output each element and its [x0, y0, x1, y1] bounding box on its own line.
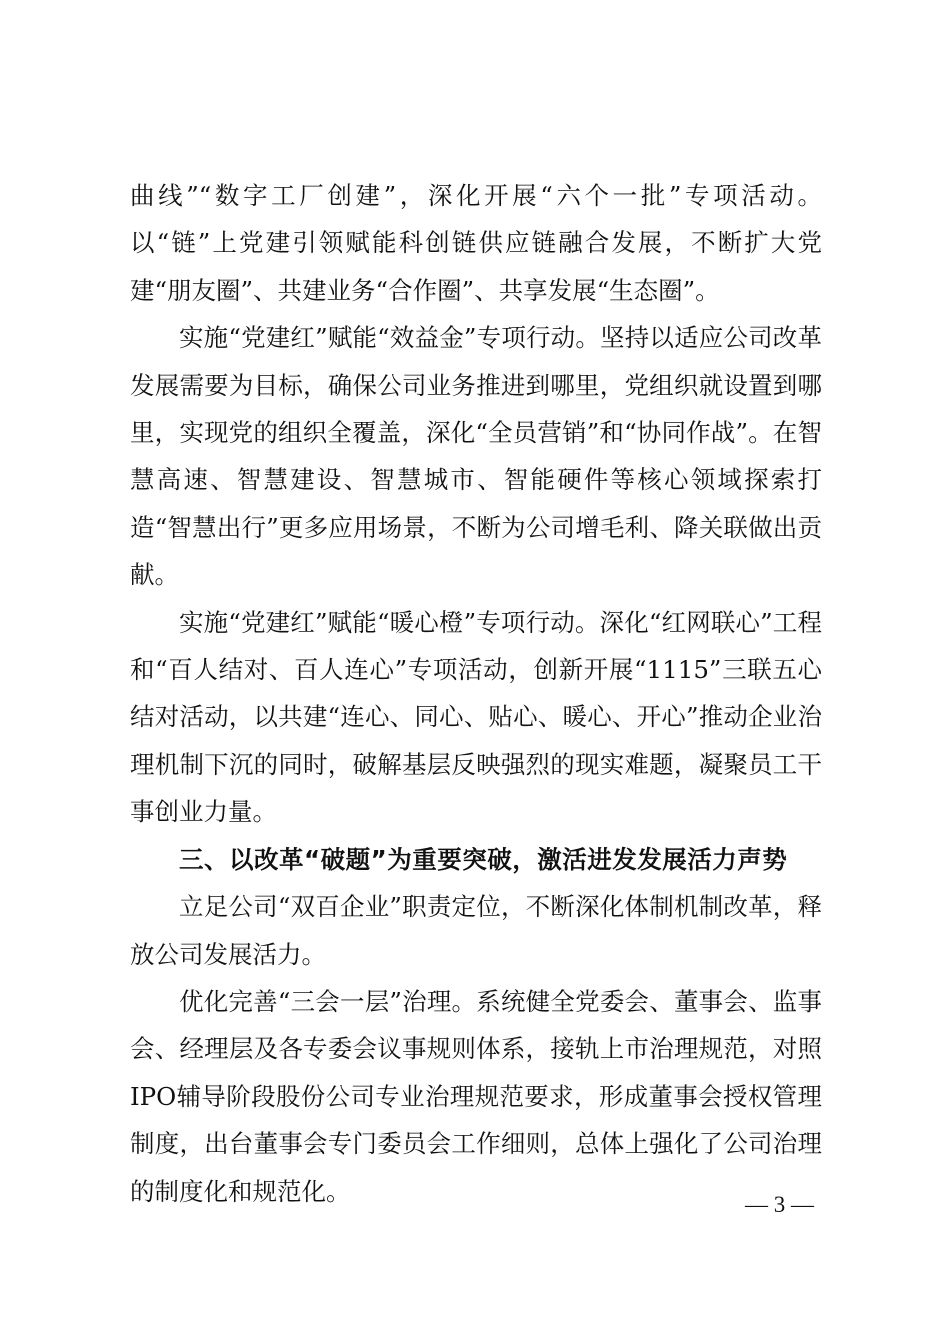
paragraph-party-building-efficiency: 实施“党建红”赋能“效益金”专项行动。坚持以适应公司改革发展需要为目标，确保公司业务推进到哪里，党组织就设置到哪里，实现党的组织全覆盖，深化“全员营销”和“协同作战”。在智慧高速、智慧建设、智慧城市、智能硬件等核心领域探索打造“智慧出行”更多应用场景，不断为公司增毛利、降关联做出贡献。	[130, 323, 822, 590]
body-text	[130, 172, 822, 1215]
paragraph-reform-intro: 立足公司“双百企业”职责定位，不断深化体制机制改革，释放公司发展活力。	[130, 892, 822, 969]
page-number: — 3 —	[745, 1192, 814, 1217]
paragraph-continuation: 曲线”“数字工厂创建”，深化开展“六个一批”专项活动。以“链”上党建引领赋能科创链供应链融合发展，不断扩大党建“朋友圈”、共建业务“合作圈”、共享发展“生态圈”。	[130, 181, 822, 305]
paragraph-party-building-warmth: 实施“党建红”赋能“暖心橙”专项行动。深化“红网联心”工程和“百人结对、百人连心”专项活动，创新开展“1115”三联五心结对活动，以共建“连心、同心、贴心、暖心、开心”推动企业治理机制下沉的同时，破解基层反映强烈的现实难题，凝聚员工干事创业力量。	[130, 607, 822, 827]
paragraph-governance: 优化完善“三会一层”治理。系统健全党委会、董事会、监事会、经理层及各专委会议事规则体系，接轨上市治理规范，对照IPO辅导阶段股份公司专业治理规范要求，形成董事会授权管理制度，出台董事会专门委员会工作细则，总体上强化了公司治理的制度化和规范化。	[130, 986, 822, 1206]
section-heading-reform: 三、以改革“破题”为重要突破，激活进发发展活力声势	[179, 844, 788, 874]
